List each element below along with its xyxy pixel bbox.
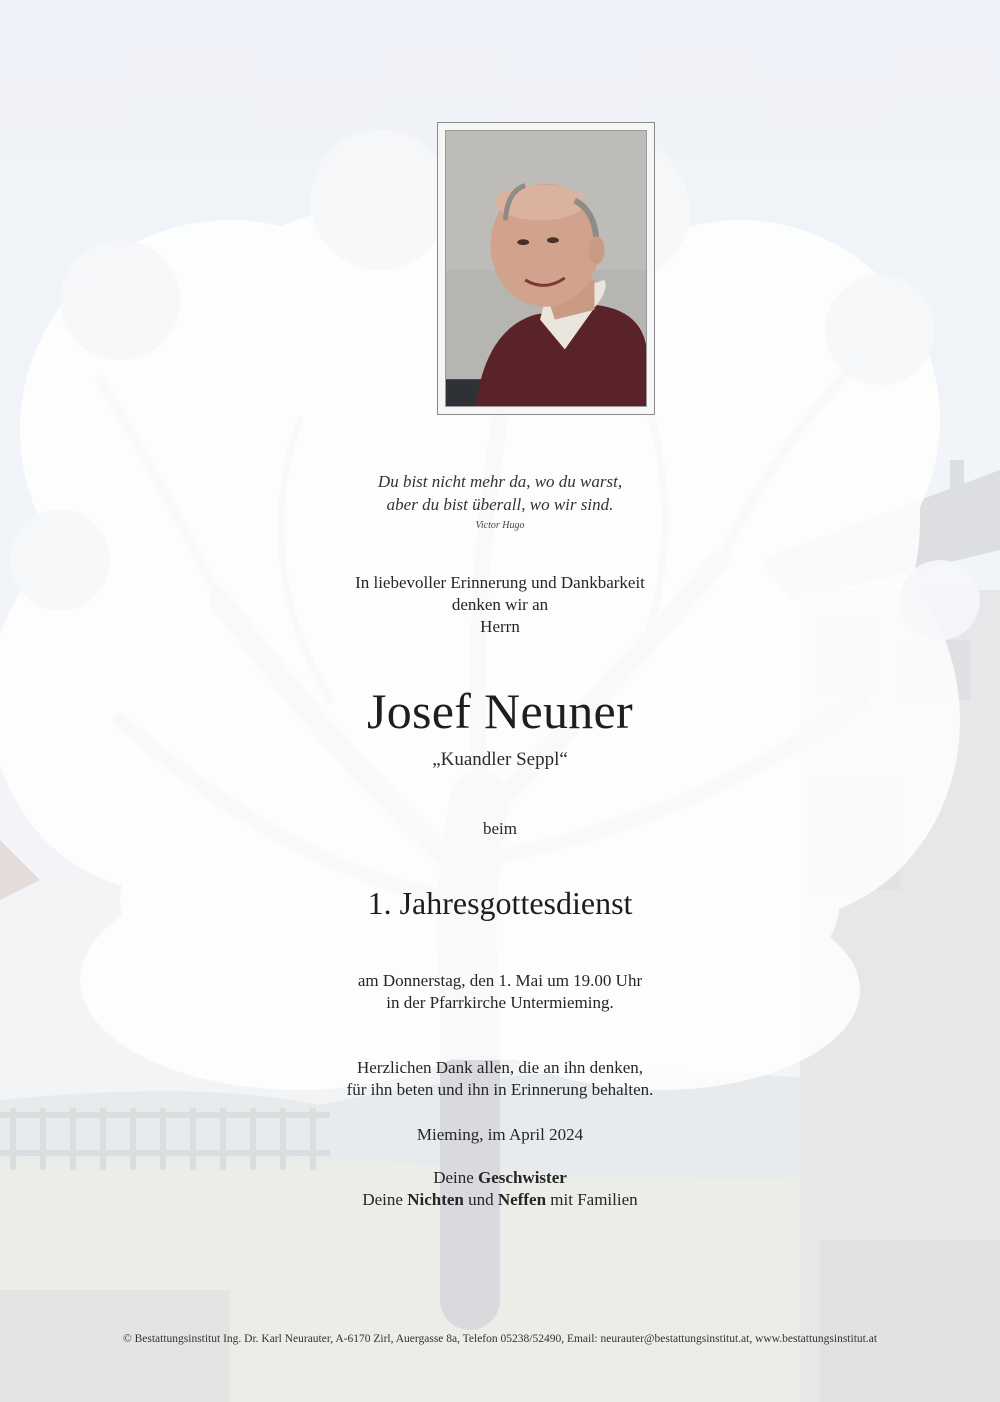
family-line-2 bbox=[0, 1189, 1000, 1211]
intro-line-2: denken wir an bbox=[451, 595, 549, 614]
event-title: 1. Jahresgottesdienst bbox=[367, 885, 633, 921]
family-siblings: Geschwister bbox=[478, 1168, 567, 1187]
memorial-quote bbox=[0, 470, 1000, 516]
family-line-2-prefix: Deine bbox=[362, 1190, 408, 1209]
intro-line-1: In liebevoller Erinnerung und Dankbarkeit bbox=[355, 573, 645, 592]
family-signature bbox=[0, 1167, 1000, 1211]
place-date: Mieming, im April 2024 bbox=[416, 1125, 584, 1144]
thanks-line-2: für ihn beten und ihn in Erinnerung behalten. bbox=[346, 1080, 654, 1099]
family-with-families: mit Familien bbox=[546, 1190, 638, 1209]
beim-text: beim bbox=[483, 819, 517, 838]
intro-line-3: Herrn bbox=[480, 617, 520, 636]
portrait-frame bbox=[437, 122, 655, 415]
thanks-line-1: Herzlichen Dank allen, die an ihn denken, bbox=[356, 1058, 644, 1077]
portrait-photo bbox=[445, 130, 647, 407]
family-line-1-prefix: Deine bbox=[433, 1168, 479, 1187]
family-line-1 bbox=[0, 1167, 1000, 1189]
event-date-line: am Donnerstag, den 1. Mai um 19.00 Uhr bbox=[357, 971, 643, 990]
funeral-home-footer: © Bestattungsinstitut Ing. Dr. Karl Neurauter, A-6170 Zirl, Auergasse 8a, Telefon 05238/52490, Email: neurauter@bestattungsinstitut.at, www.bestattungsinstitut.at bbox=[122, 1333, 878, 1345]
intro-text bbox=[0, 572, 1000, 638]
deceased-nickname: „Kuandler Seppl“ bbox=[432, 749, 568, 770]
family-nieces: Nichten bbox=[407, 1190, 464, 1209]
event-location-line: in der Pfarrkirche Untermieming. bbox=[386, 993, 614, 1012]
deceased-name: Josef Neuner bbox=[366, 683, 633, 739]
family-and: und bbox=[463, 1190, 498, 1209]
thanks-text bbox=[0, 1057, 1000, 1101]
quote-line-1: Du bist nicht mehr da, wo du warst, bbox=[377, 472, 623, 491]
quote-author: Victor Hugo bbox=[475, 520, 525, 531]
quote-line-2: aber du bist überall, wo wir sind. bbox=[386, 495, 614, 514]
family-nephews: Neffen bbox=[497, 1190, 547, 1209]
event-details bbox=[0, 970, 1000, 1014]
